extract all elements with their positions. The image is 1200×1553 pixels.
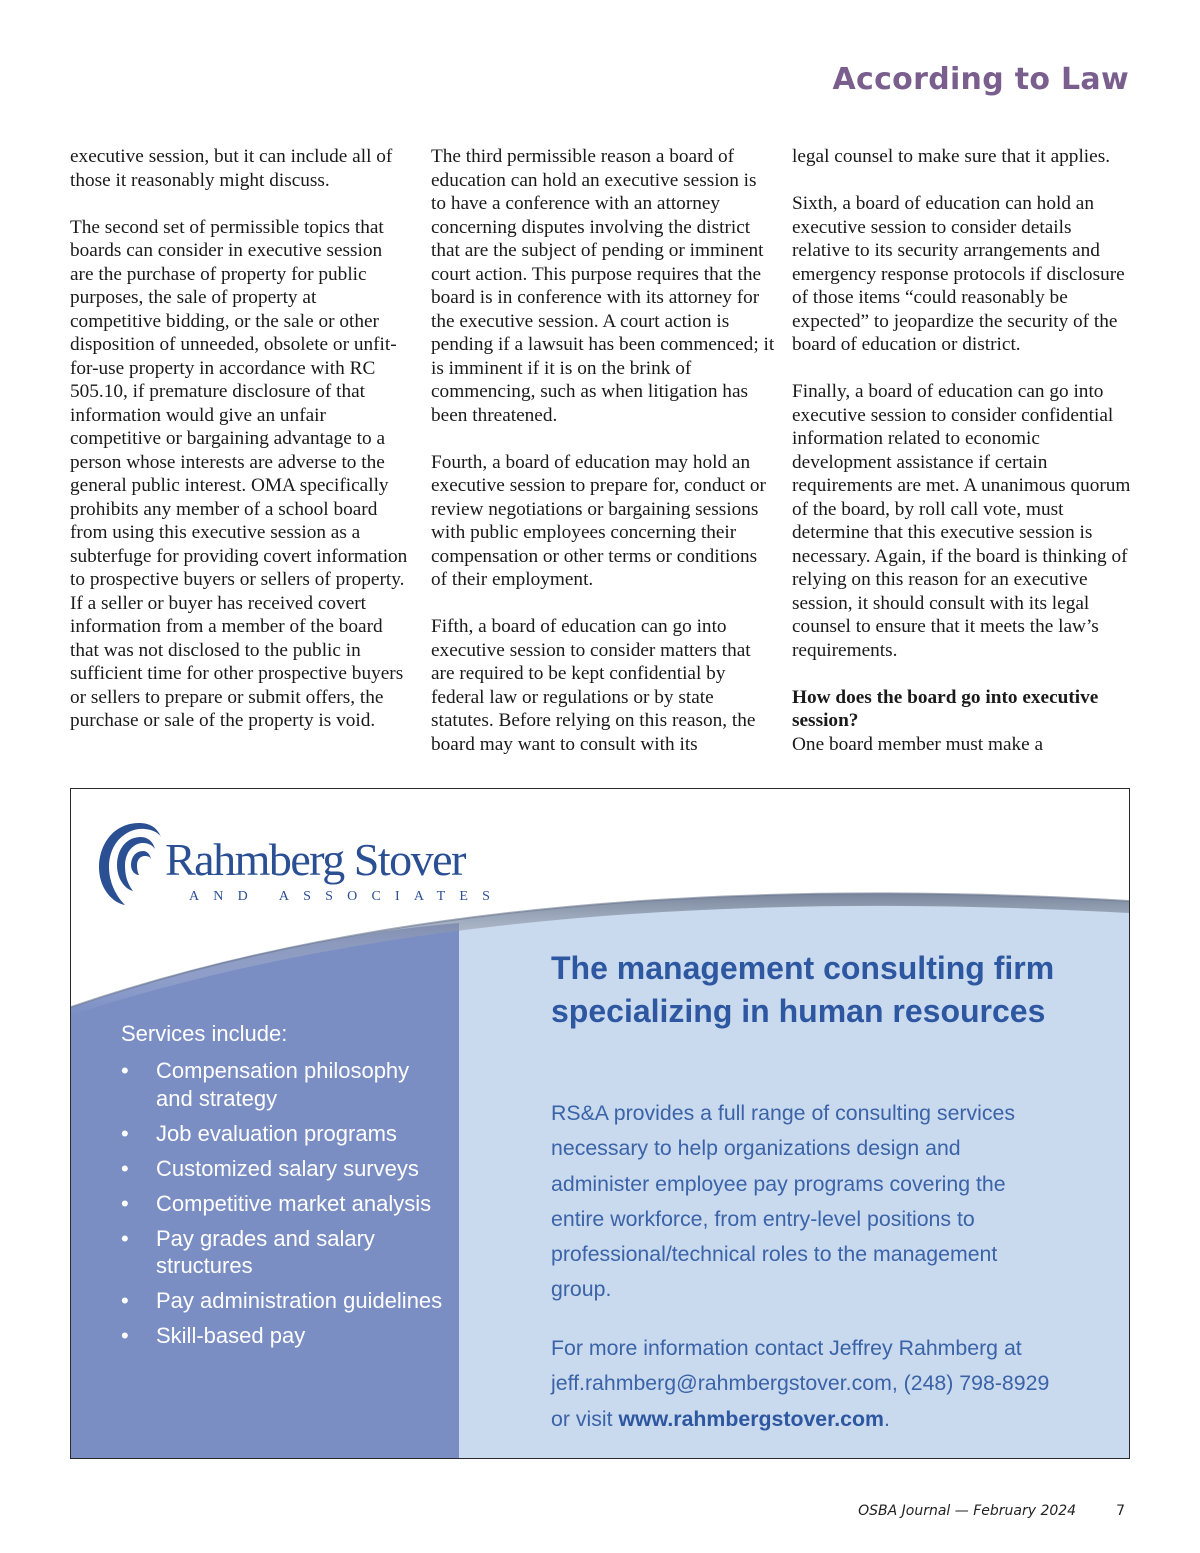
page-number: 7 bbox=[1116, 1503, 1125, 1519]
services-title: Services include: bbox=[121, 1021, 288, 1046]
website-link[interactable]: www.rahmbergstover.com bbox=[618, 1406, 884, 1431]
advertisement bbox=[70, 788, 1130, 1459]
paragraph: One board member must make a bbox=[792, 733, 1044, 755]
contact-text: For more information contact Jeffrey Rahmberg at jeff.rahmberg@rahmbergstover.com, (248) 798-8929 or visit bbox=[551, 1336, 1050, 1431]
bullet-icon: • bbox=[121, 1225, 129, 1251]
bullet-icon: • bbox=[121, 1288, 129, 1313]
paragraph: Finally, a board of education can go into executive session to consider confidential information related to economic development assistance if certain requirements are met. A unanimous quorum of the board, by roll call vote, must determine that this executive session is necessary. Again, if the board is thinking of relying on this reason for an executive session, it should consult with its legal counsel to ensure that it meets the law’s requirements. bbox=[792, 381, 1131, 661]
article-column-2 bbox=[431, 145, 776, 780]
list-item bbox=[121, 1120, 451, 1148]
list-item-label: Compensation philosophy and strategy bbox=[156, 1058, 410, 1111]
bullet-icon: • bbox=[121, 1058, 129, 1083]
contact-end: . bbox=[883, 1406, 890, 1431]
list-item bbox=[121, 1190, 451, 1218]
list-item-label: Job evaluation programs bbox=[156, 1120, 397, 1146]
ad-tagline: The management consulting firm specializing in human resources bbox=[551, 950, 1055, 1029]
list-item bbox=[121, 1322, 451, 1350]
bullet-icon: • bbox=[121, 1323, 129, 1348]
logo-name: Rahmberg Stover bbox=[165, 834, 465, 885]
paragraph: Fourth, a board of education may hold an executive session to prepare for, conduct or review negotiations or bargaining sessions with public employees concerning their compensation or other terms or conditions of their employment. bbox=[431, 451, 766, 590]
paragraph: Fifth, a board of education can go into executive session to consider matters that are required to be kept confidential by federal law or regulations or by state statutes. Before relying on this reason, the board may want to consult with its bbox=[431, 616, 756, 755]
list-item bbox=[121, 1057, 451, 1112]
list-item-label: Skill-based pay bbox=[156, 1323, 306, 1348]
bullet-icon: • bbox=[121, 1190, 129, 1216]
list-item-label: Pay administration guidelines bbox=[156, 1288, 443, 1313]
paragraph: The second set of permissible topics that boards can consider in executive session are the purchase of property for public purposes, the sale of property at competitive bidding, or the sale or other disposition of unneeded, obsolete or unfit-for-use property in accordance with RC 505.10, if premature disclosure of that information would give an unfair competitive or bargaining advantage to a person whose interests are adverse to the general public interest. OMA specifically prohibits any member of a school board from using this executive session as a subterfuge for providing covert information to prospective buyers or sellers of property. If a seller or buyer has received covert information from a member of the board that was not disclosed to the public in sufficient time for other prospective buyers or sellers to prepare or submit offers, the purchase or sale of the property is void. bbox=[70, 216, 408, 731]
logo-subtitle: AND ASSOCIATES bbox=[189, 889, 505, 904]
ad-contact bbox=[551, 1331, 1061, 1437]
article-column-1 bbox=[70, 145, 410, 756]
list-item bbox=[121, 1155, 451, 1183]
footer-journal: OSBA Journal — February 2024 bbox=[858, 1503, 1077, 1519]
paragraph: The third permissible reason a board of education can hold an executive session is to have a conference with an attorney concerning disputes involving the district that are the subject of pending or imminent court action. This purpose requires that the board is in conference with its attorney for the executive session. A court action is pending if a lawsuit has been commenced; it is imminent if it is on the brink of commencing, such as when litigation has been threatened. bbox=[431, 146, 775, 426]
bullet-icon: • bbox=[121, 1120, 129, 1146]
services-list bbox=[121, 1021, 451, 1357]
list-item bbox=[121, 1287, 451, 1315]
section-title: According to Law bbox=[832, 62, 1129, 97]
section-question-heading: How does the board go into executive session? bbox=[792, 686, 1099, 731]
list-item bbox=[121, 1225, 451, 1280]
article-column-3 bbox=[792, 145, 1132, 756]
paragraph: executive session, but it can include all of those it reasonably might discuss. bbox=[70, 146, 393, 191]
rahmberg-stover-logo bbox=[95, 815, 505, 915]
paragraph: legal counsel to make sure that it applies. bbox=[792, 146, 1111, 167]
list-item-label: Pay grades and salary structures bbox=[156, 1225, 375, 1278]
bullet-icon: • bbox=[121, 1155, 129, 1181]
list-item-label: Customized salary surveys bbox=[156, 1155, 419, 1181]
page-footer bbox=[858, 1503, 1125, 1519]
paragraph: Sixth, a board of education can hold an executive session to consider details relative to its security arrangements and emergency response protocols if disclosure of those items “could reasonably be expected” to jeopardize the security of the board of education or district. bbox=[792, 193, 1125, 355]
ad-description: RS&A provides a full range of consulting services necessary to help organizations design and administer employee pay programs covering the entire workforce, from entry-level positions to professional/technical roles to the management group. bbox=[551, 1101, 1016, 1302]
logo-swirl-icon bbox=[95, 815, 165, 910]
list-item-label: Competitive market analysis bbox=[156, 1190, 432, 1216]
